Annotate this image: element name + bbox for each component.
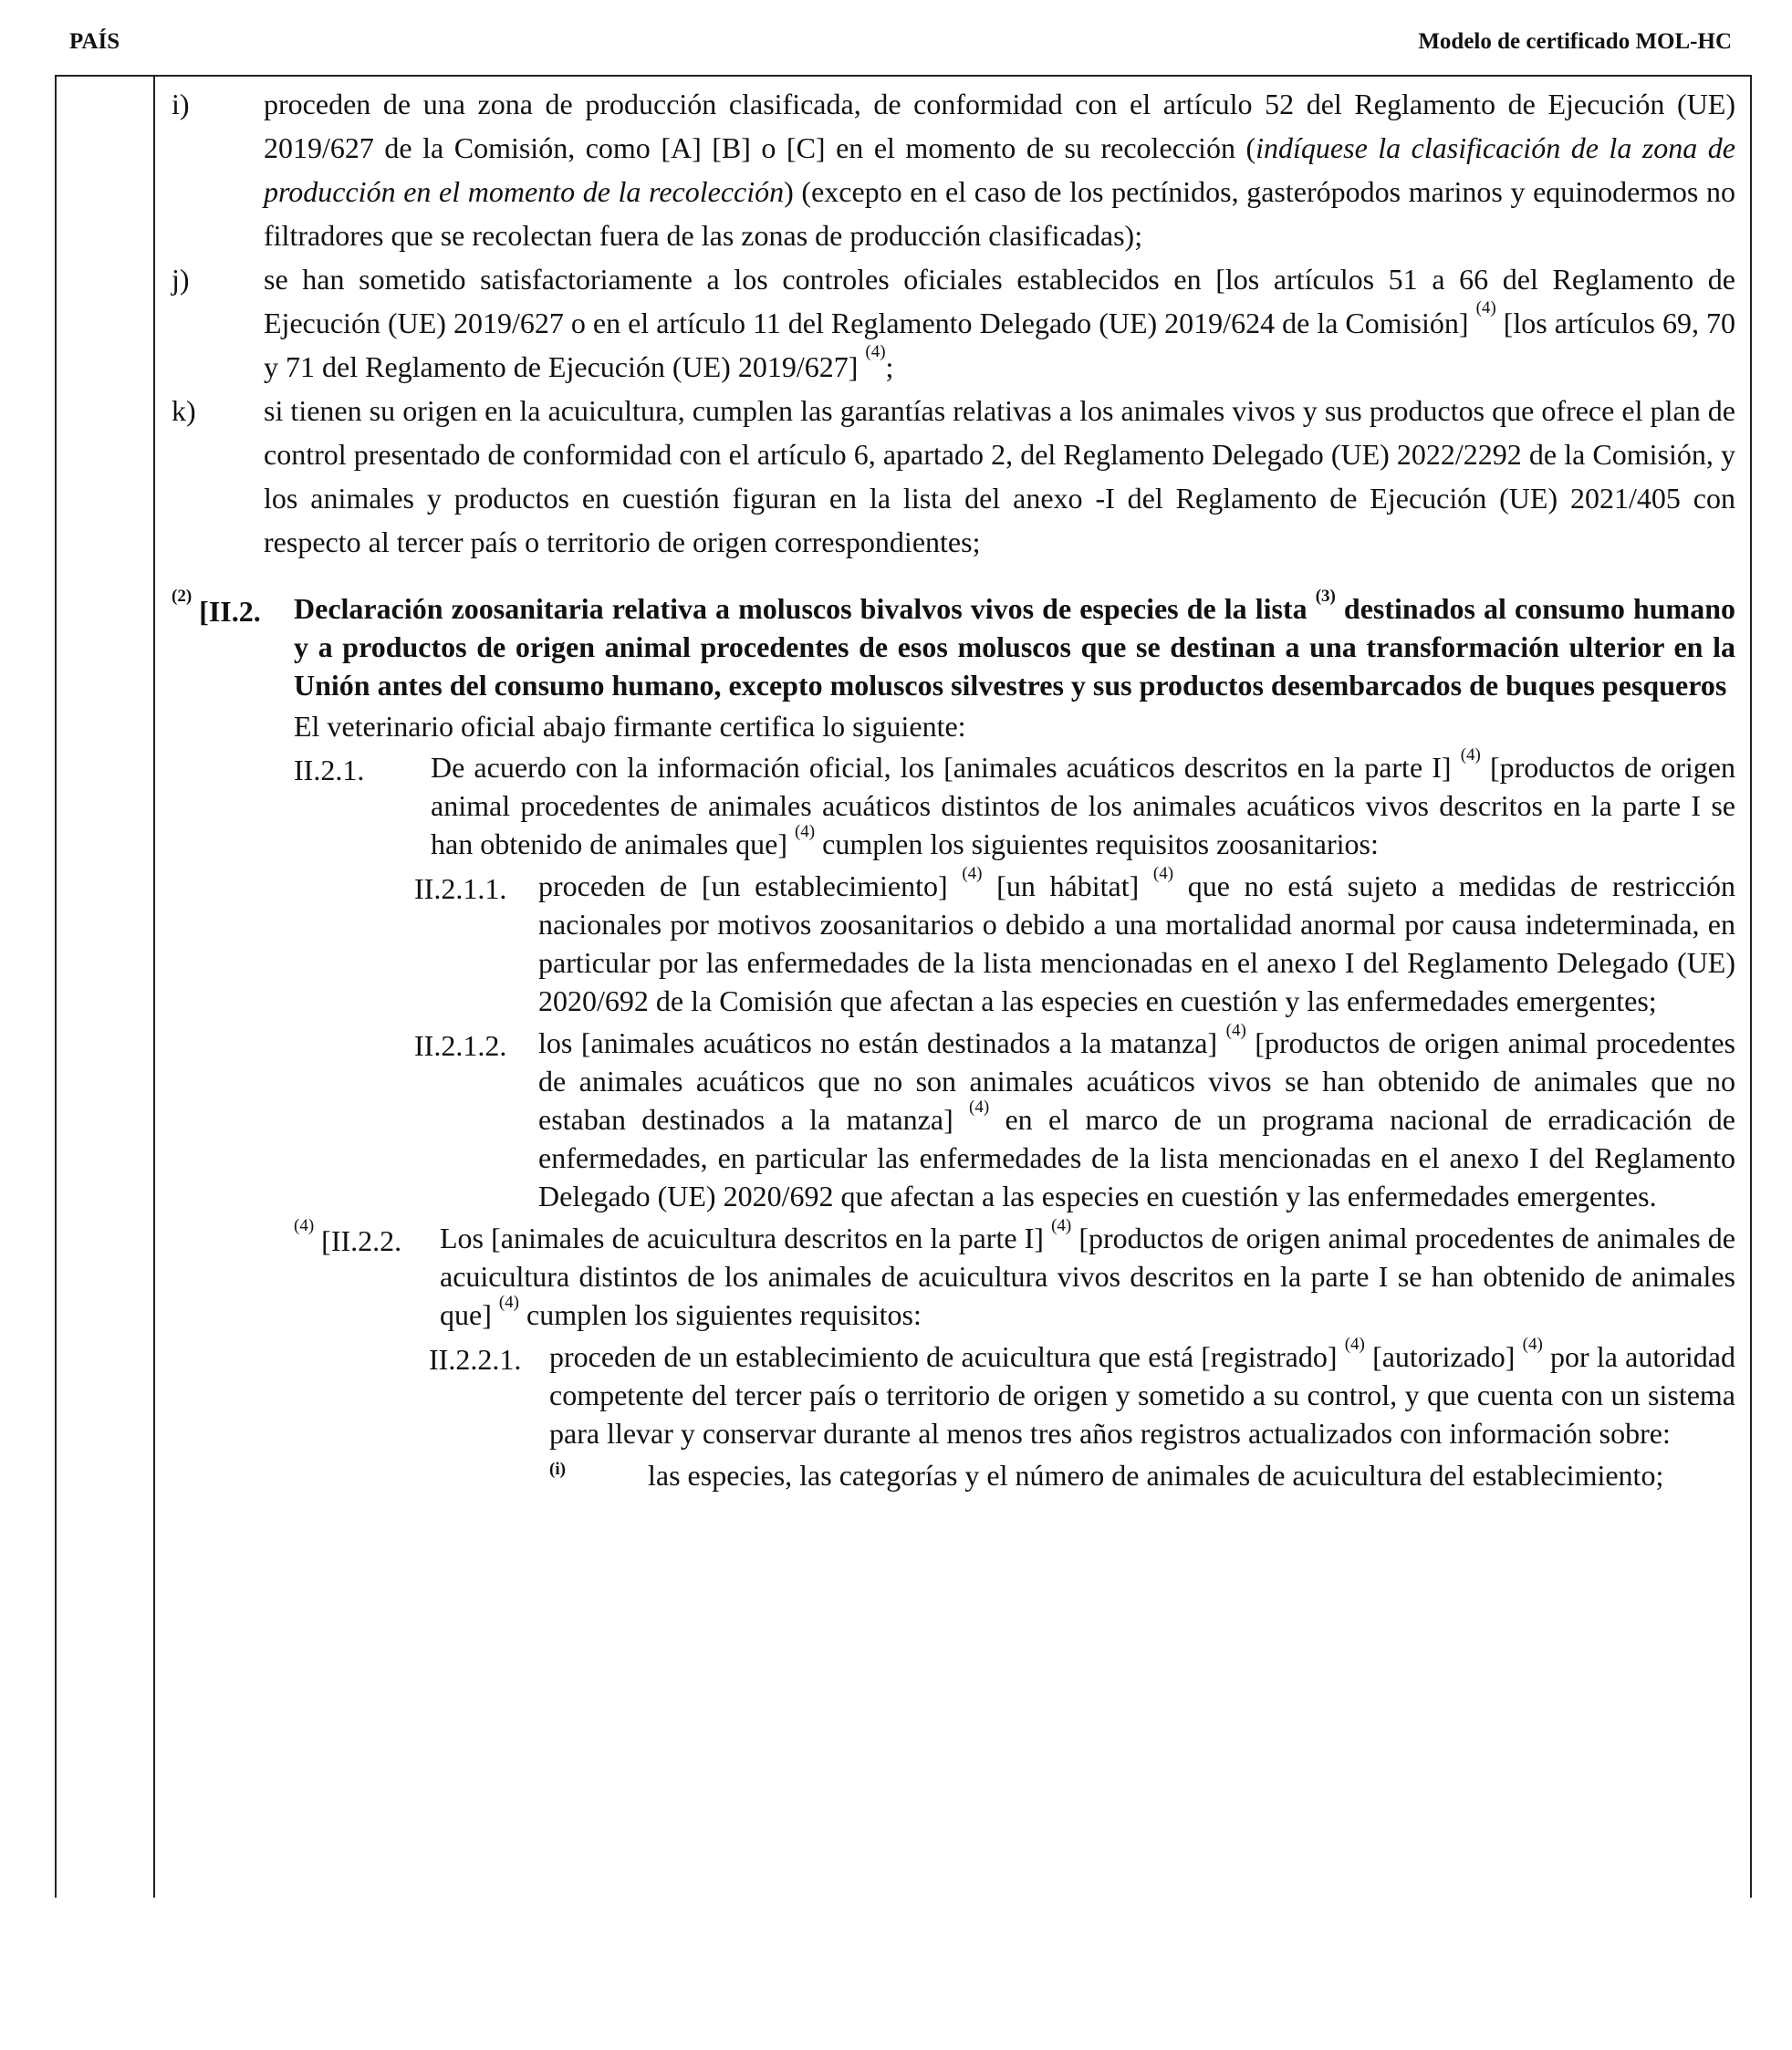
- item-i-italic-note: indíquese la clasificación de la zona de producción en el momento de la recolección: [264, 131, 1736, 208]
- clause-ii21-label: II.2.1.: [294, 754, 365, 786]
- clause-ii221-text: proceden de un establecimiento de acuicultura que está [registrado] $^{(4)}$ [autorizado] $^{(4)}$ por la autoridad competente del tercer país o territorio de origen y sometido a su control, y que cuenta con un sistema para llevar y conservar durante al menos tres años registros actualizados con información sobre:: [549, 1335, 1736, 1450]
- header-model-certificate: Modelo de certificado MOL-HC: [1418, 29, 1732, 54]
- footnote-ref: (4): [498, 1293, 520, 1312]
- item-k: [172, 389, 1735, 564]
- sub-item-i-text: las especies, las categorías y el número de animales de acuicultura del establecimiento;: [648, 1459, 1664, 1492]
- footnote-ref: (4): [1460, 745, 1481, 765]
- section-ii2: [172, 589, 1735, 748]
- clause-ii221: [429, 1337, 1735, 1452]
- item-j-text: se han sometido satisfactoriamente a los controles oficiales establecidos en [los artículos 51 a 66 del Reglamento de Ejecución (UE) 2019/627 o en el artículo 11 del Reglamento Delegado (UE) 2019/624 de la Comisión] $^{(4)}$ [los artículos 69, 70 y 71 del Reglamento de Ejecución (UE) 2019/627] $^{(4)}$;: [264, 263, 1736, 383]
- footnote-ref: (4): [865, 342, 886, 361]
- footnote-ref: (4): [294, 1216, 315, 1235]
- clause-ii21-text: De acuerdo con la información oficial, los [animales acuáticos descritos en la parte I] $^{(4)}$ [productos de origen animal procedentes de animales acuáticos distintos de los animales acuáticos vivos descritos en la parte I se han obtenido de animales que] $^{(4)}$ cumplen los siguientes requisitos zoosanitarios:: [431, 745, 1736, 860]
- header-country: PAÍS: [69, 29, 120, 54]
- footnote-ref: (4): [1225, 1021, 1246, 1040]
- clause-ii211-text: proceden de [un establecimiento] $^{(4)}$ [un hábitat] $^{(4)}$ que no está sujeto a medidas de restricción nacionales por motivos zoosanitarios o debido a una mortalidad anormal por causa indeterminada, en particular por las enfermedades de la lista mencionadas en el anexo I del Reglamento Delegado (UE) 2020/692 de la Comisión que afectan a las especies en cuestión y las enfermedades emergentes;: [538, 864, 1736, 1017]
- footnote-ref: (4): [1051, 1216, 1072, 1235]
- section-ii2-intro: El veterinario oficial abajo firmante certifica lo siguiente:: [294, 710, 966, 743]
- footnote-ref: (4): [1152, 864, 1174, 883]
- certificate-body: [172, 77, 1735, 1494]
- footnote-ref: (3): [1315, 587, 1336, 606]
- item-i: [172, 82, 1735, 257]
- footnote-ref: (2): [172, 587, 193, 606]
- item-i-label: i): [172, 88, 190, 120]
- footnote-ref: (4): [794, 822, 816, 841]
- footnote-ref: (4): [1475, 298, 1496, 317]
- column-divider: [153, 77, 155, 1898]
- footnote-ref: (4): [962, 864, 983, 883]
- section-ii2-heading: Declaración zoosanitaria relativa a moluscos bivalvos vivos de especies de la lista $^{(3)}$ destinados al consumo humano y a productos de origen animal procedentes de esos moluscos que se destinan a una transformación ulterior en la Unión antes del consumo humano, excepto moluscos silvestres y sus productos desembarcados de buques pesqueros: [294, 587, 1736, 702]
- item-k-text: si tienen su origen en la acuicultura, cumplen las garantías relativas a los animales vivos y sus productos que ofrece el plan de control presentado de conformidad con el artículo 6, apartado 2, del Reglamento Delegado (UE) 2022/2292 de la Comisión, y los animales y productos en cuestión figuran en la lista del anexo -I del Reglamento de Ejecución (UE) 2021/405 con respecto al tercer país o territorio de origen correspondientes;: [264, 394, 1735, 558]
- clause-ii212: [414, 1021, 1736, 1215]
- footnote-ref: (4): [1522, 1335, 1543, 1354]
- sub-item-i: [549, 1456, 1735, 1494]
- footnote-ref: (4): [1344, 1335, 1365, 1354]
- item-j: [172, 257, 1735, 389]
- clause-ii211-label: II.2.1.1.: [414, 872, 507, 905]
- clause-ii212-text: los [animales acuáticos no están destinados a la matanza] $^{(4)}$ [productos de origen animal procedentes de animales acuáticos que no son animales acuáticos vivos se han obtenido de animales que no estaban destinados a la matanza] $^{(4)}$ en el marco de un programa nacional de erradicación de enfermedades, en particular las enfermedades de la lista mencionadas en el anexo I del Reglamento Delegado (UE) 2020/692 que afectan a las especies en cuestión y las enfermedades emergentes.: [538, 1021, 1736, 1212]
- item-j-label: j): [172, 263, 190, 296]
- item-k-label: k): [172, 394, 196, 427]
- clause-ii221-label: II.2.2.1.: [429, 1343, 522, 1376]
- item-i-text: proceden de una zona de producción clasificada, de conformidad con el artículo 52 del Reglamento de Ejecución (UE) 2019/627 de la Comisión, como [A] [B] o [C] en el momento de su recolección (indíquese la clasificación de la zona de producción en el momento de la recolección) (excepto en el caso de los pectínidos, gasterópodos marinos y equinodermos no filtradores que se recolectan fuera de las zonas de producción clasificadas);: [264, 88, 1736, 252]
- clause-ii22-label: $^{(4)}$ [II.2.2.: [294, 1216, 402, 1257]
- clause-ii211: [414, 864, 1736, 1020]
- sub-item-i-label: (i): [549, 1460, 566, 1479]
- section-ii2-label: $^{(2)}$ [II.2.: [172, 587, 261, 628]
- clause-ii22-text: Los [animales de acuicultura descritos en la parte I] $^{(4)}$ [productos de origen animal procedentes de animales de acuicultura distintos de los animales de acuicultura vivos descritos en la parte I se han obtenido de animales que] $^{(4)}$ cumplen los siguientes requisitos:: [440, 1216, 1736, 1331]
- clause-ii22: [294, 1216, 1736, 1334]
- clause-ii21: [294, 745, 1736, 863]
- clause-ii212-label: II.2.1.2.: [414, 1029, 507, 1062]
- footnote-ref: (4): [969, 1098, 990, 1117]
